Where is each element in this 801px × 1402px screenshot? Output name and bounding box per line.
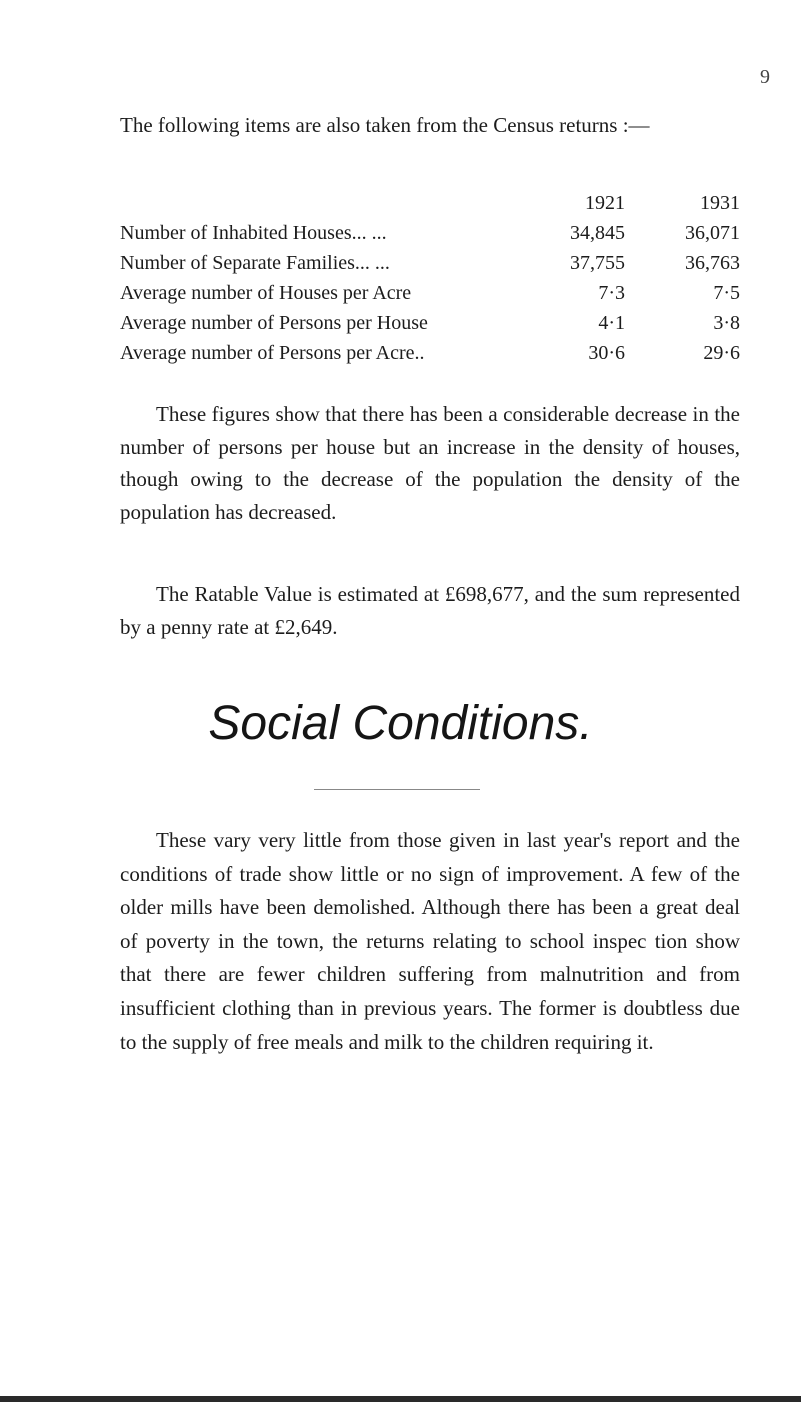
ratable-value-paragraph: The Ratable Value is estimated at £698,677, and the sum represented by a penny rate at £2,649. [120, 582, 740, 639]
table-row [120, 338, 740, 368]
table-row [120, 278, 740, 308]
row-value-1921: 34,845 [570, 221, 625, 244]
row-value-1931: 7·5 [713, 281, 740, 304]
row-value-1921: 37,755 [570, 251, 625, 274]
row-label: Average number of Persons per Acre.. [120, 341, 425, 364]
row-value-1931: 36,071 [685, 221, 740, 244]
table-header-row [120, 188, 740, 218]
census-table [120, 188, 740, 368]
table-header-1931: 1931 [700, 191, 740, 214]
row-label: Number of Separate Families... ... [120, 251, 390, 274]
table-header-label [120, 188, 510, 218]
table-header-1921: 1921 [585, 191, 625, 214]
table-row [120, 218, 740, 248]
page-number: 9 [760, 66, 770, 88]
row-value-1921: 30·6 [588, 341, 625, 364]
intro-text: The following items are also taken from the Census returns :— [120, 113, 650, 137]
section-heading: Social Conditions. [208, 697, 593, 750]
table-row [120, 308, 740, 338]
social-conditions-paragraph: These vary very little from those given in last year's report and the conditions of trade show little or no sign of improvement. A few of the older mills have been demolished. Although there has been a great deal of poverty in the town, the returns relating to school inspec tion show that there are fewer children suffering from malnutrition and from insufficient clothing than in previous years. The former is doubtless due to the supply of free meals and milk to the children requiring it. [120, 828, 740, 1054]
row-label: Number of Inhabited Houses... ... [120, 221, 387, 244]
row-value-1921: 7·3 [598, 281, 625, 304]
density-paragraph: These figures show that there has been a considerable decrease in the number of persons per house but an increase in the density of houses, though owing to the decrease of the population the density of the population has decreased. [120, 402, 740, 524]
row-label: Average number of Persons per House [120, 311, 428, 334]
heading-divider [314, 789, 480, 790]
row-value-1931: 3·8 [713, 311, 740, 334]
page-bottom-edge [0, 1396, 801, 1402]
row-value-1931: 29·6 [703, 341, 740, 364]
row-value-1921: 4·1 [598, 311, 625, 334]
row-label: Average number of Houses per Acre [120, 281, 412, 304]
table-row [120, 248, 740, 278]
row-value-1931: 36,763 [685, 251, 740, 274]
